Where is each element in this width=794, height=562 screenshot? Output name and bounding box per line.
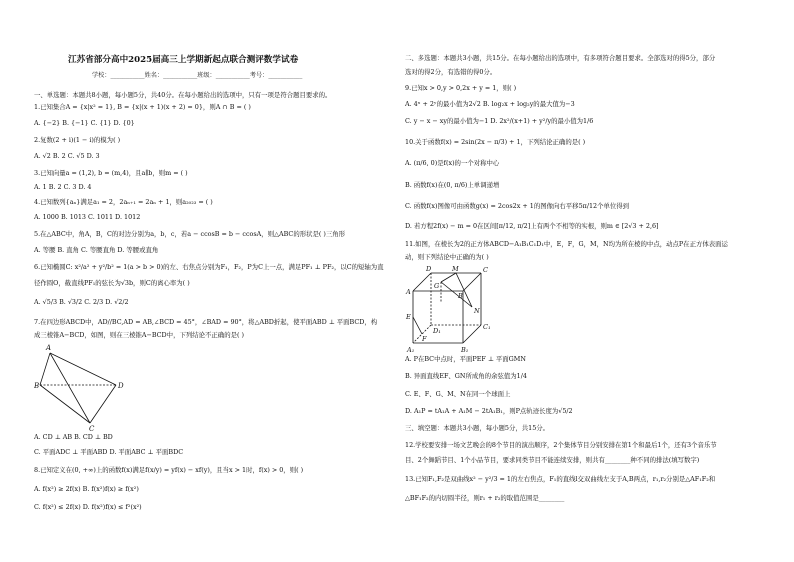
right-line-17: 12.学校要安排一场文艺晚会的8个节目的演出顺序，2个集体节目分别安排在第1个和最后1个，还有3个音乐节 — [405, 441, 717, 449]
label-b: B — [34, 382, 40, 390]
left-line-17: C. 平面ADC ⊥ 平面ABD D. 平面ABC ⊥ 平面BDC — [34, 448, 184, 456]
svg-text:N: N — [474, 307, 480, 315]
left-line-7: 4.已知数列{aₙ}满足a₁ = 2，2aₙ₊₁ = 2aₙ + 1，则a₂₀₂₃ = ( ) — [34, 198, 213, 206]
right-line-20: △BF₁F₂的内切圆半径，则r₁ + r₂的取值范围是________ — [405, 494, 565, 502]
svg-text:A₁: A₁ — [407, 346, 415, 353]
right-line-9: D. 若方程2f(x) − m = 0在区间[π/12, π/2]上有两个不相等的实根，则m ∈ [2√3 + 2,6] — [405, 222, 659, 230]
right-line-19: 13.已知F₁,F₂是双曲线x² − y²/3 = 1的左右焦点，F₁的直线l交双曲线左支于A,B两点，r₁,r₂分别是△AF₁F₂和 — [405, 475, 716, 483]
right-line-1: 选对的得2分，有选错的得0分。 — [405, 68, 497, 76]
edge-ac — [50, 353, 90, 423]
left-line-8: A. 1000 B. 1013 C. 1011 D. 1012 — [34, 213, 141, 221]
left-line-14: 7.在四边形ABCD中，AD//BC,AD = AB,∠BCD = 45°，∠BAD = 90°，将△ABD折起，使平面ABD ⊥ 平面BCD，构 — [34, 318, 378, 326]
left-line-10: A. 等腰 B. 直角 C. 等腰直角 D. 等腰或直角 — [34, 246, 159, 254]
svg-text:G: G — [434, 282, 440, 290]
right-line-0: 二、多选题：本题共3小题，共15分。在每小题给出的选项中，有多项符合题目要求。全部选对的得5分，部分 — [405, 54, 716, 62]
right-line-2: 9.已知x > 0,y > 0,2x + y = 1，则( ) — [405, 84, 517, 92]
left-line-6: A. 1 B. 2 C. 3 D. 4 — [34, 183, 92, 191]
left-line-9: 5.在△ABC中，角A，B，C的对边分别为a，b，c，若a − ccosB = b − ccosA，则△ABC的形状是( )三角形 — [34, 230, 346, 238]
label-c: C — [89, 425, 95, 431]
right-line-16: 三、填空题：本题共3小题，每小题5分，共15分。 — [405, 424, 550, 432]
right-line-12: A. P在BC中点时，平面PEF ⊥ 平面GMN — [405, 355, 526, 363]
right-line-18: 目、2个舞蹈节目、1个小品节目，要求同类节目不能连续安排，则共有________种不同的排法(填写数字) — [405, 456, 700, 464]
exam-title: 江苏省部分高中2025届高三上学期新起点联合测评数学试卷 — [68, 55, 299, 65]
label-a: A — [46, 344, 52, 352]
left-line-12: 径作圆O，截直线PF₁的弦长为√3b，则C的离心率为( ) — [34, 279, 190, 287]
svg-text:C: C — [483, 266, 488, 274]
left-line-13: A. √5/3 B. √3/2 C. 2/3 D. √2/2 — [34, 298, 129, 306]
svg-text:C₁: C₁ — [483, 323, 491, 331]
label-d: D — [118, 382, 124, 390]
cube-figure — [405, 263, 509, 353]
left-line-0: 一、单选题：本题共8小题，每小题5分，共40分。在每小题给出的选项中，只有一项是符合题目要求的。 — [34, 91, 332, 99]
left-line-19: A. f(x²) ≥ 2f(x) B. f(x²)f(x) ≥ f(x²) — [34, 485, 139, 493]
edge-bc — [40, 385, 90, 423]
right-line-13: B. 异面直线EF、GN所成角的余弦值为1/4 — [405, 372, 527, 380]
right-line-5: 10.关于函数f(x) = 2sin(2x − π/3) + 1，下列结论正确的是( ) — [405, 138, 586, 146]
left-line-16: A. CD ⊥ AB B. CD ⊥ BD — [34, 433, 113, 441]
tetrahedron-figure — [34, 343, 126, 431]
right-line-3: A. 4ˣ + 2ʸ的最小值为2√2 B. log₂x + log₂y的最大值为−3 — [405, 100, 575, 108]
edge-ad — [50, 353, 116, 385]
right-line-7: B. 函数f(x)在(0, π/6)上单调递增 — [405, 181, 500, 189]
right-line-10: 11.如图，在棱长为2的正方体ABCD−A₁B₁C₁D₁中，E，F，G，M，N均为所在棱的中点，动点P在正方体表面运 — [405, 240, 728, 248]
right-column — [397, 0, 794, 562]
left-line-4: A. √2 B. 2 C. √5 D. 3 — [34, 152, 100, 160]
right-line-15: D. A₁P = tA₁A + A₁M − 2tA₁B₁，则P点轨迹长度为√5/2 — [405, 407, 573, 415]
edge-ab — [40, 353, 50, 385]
right-line-8: C. 函数f(x)图像可由函数g(x) = 2cos2x + 1的图像向右平移5π/12个单位得到 — [405, 202, 630, 210]
svg-text:E: E — [406, 313, 411, 321]
right-line-14: C. E、F、G、M、N在同一个球面上 — [405, 390, 511, 398]
svg-text:D: D — [426, 265, 432, 273]
right-line-4: C. y − x − xy的最小值为−1 D. 2x²/(x+1) + y²/y的最小值为1/6 — [405, 117, 594, 125]
left-line-18: 8.已知定义在(0, +∞)上的函数f(x)满足f(x/y) = yf(x) − xf(y)，且当x > 1时，f(x) > 0，则( ) — [34, 466, 304, 474]
right-line-6: A. (π/6, 0)是f(x)的一个对称中心 — [405, 159, 500, 167]
left-line-5: 3.已知向量a = (1,2), b = (m,4)，且a∥b，则m = ( ) — [34, 169, 188, 177]
left-line-2: A. {−2} B. {−1} C. {1} D. {0} — [34, 119, 135, 127]
svg-text:B₁: B₁ — [461, 346, 469, 353]
left-line-3: 2.复数(2 + i)(1 − i)的模为( ) — [34, 136, 121, 144]
svg-text:M: M — [452, 265, 459, 273]
left-line-1: 1.已知集合A = {x|x² = 1}, B = {x|(x + 1)(x + 2) = 0}，则A ∩ B = ( ) — [34, 103, 251, 111]
left-line-20: C. f(x²) ≤ 2f(x) D. f(x²)f(x) ≤ f²(x²) — [34, 503, 142, 511]
left-line-11: 6.已知椭圆C: x²/a² + y²/b² = 1(a > b > 0)的左、右焦点分别为F₁，F₂，P为C上一点，满足PF₁ ⊥ PF₂，以C的短轴为直 — [34, 263, 384, 271]
svg-text:F: F — [422, 335, 427, 343]
right-line-11: 动，则下列结论中正确的为( ) — [405, 253, 489, 261]
student-info-line: 学校：___________姓名：___________班级：___________考号：___________ — [92, 72, 303, 79]
svg-text:D₁: D₁ — [433, 327, 441, 335]
left-line-15: 成三棱锥A−BCD，如图，则在三棱锥A−BCD中，下列结论不正确的是( ) — [34, 331, 244, 339]
svg-text:A: A — [406, 288, 411, 296]
svg-text:B: B — [458, 292, 463, 300]
edge-dc — [90, 385, 116, 423]
